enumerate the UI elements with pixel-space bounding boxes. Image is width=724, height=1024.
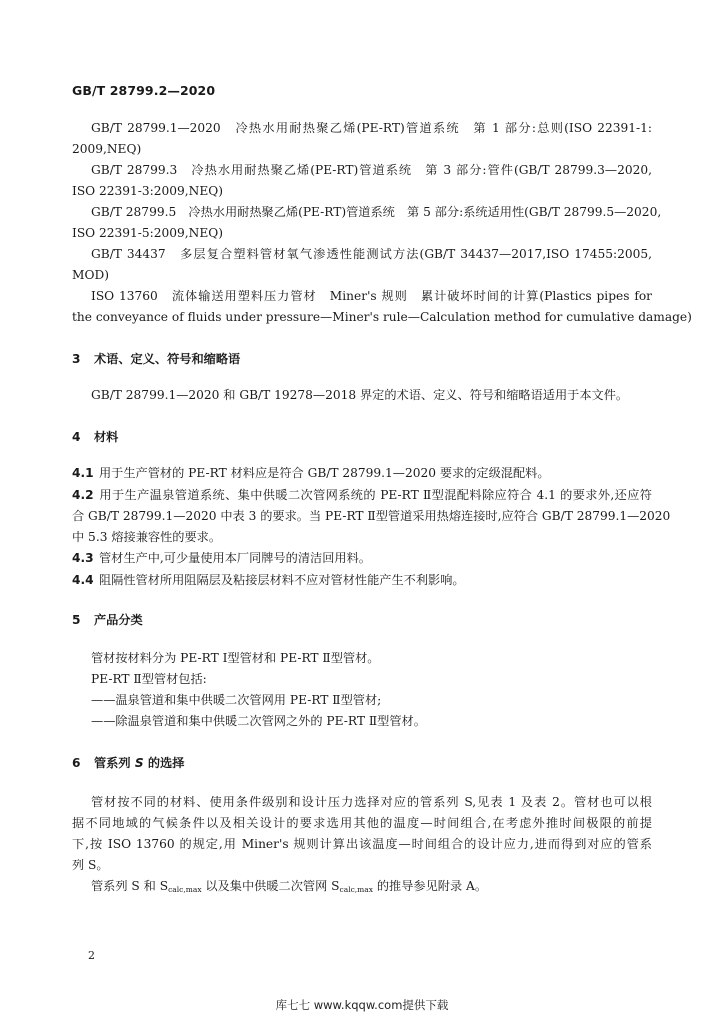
section-5-heading: [72, 611, 143, 628]
clause-number: 4.1: [72, 466, 94, 480]
clause-number: 4.4: [72, 573, 94, 587]
clause-text: 管材生产中,可少量使用本厂同牌号的清洁回用料。: [99, 551, 371, 565]
text-run: 管系列 S 和 S: [91, 879, 169, 893]
section-number: 4: [72, 430, 81, 444]
clause-number: 4.2: [72, 488, 94, 502]
subscript: calc,max: [339, 885, 373, 894]
paragraph: 据不同地域的气候条件以及相关设计的要求选用其他的温度—时间组合,在考虑外推时间极限的前提: [72, 816, 652, 830]
reference-line: GB/T 28799.1—2020 冷热水用耐热聚乙烯(PE-RT)管道系统 第 1 部分:总则(ISO 22391-1:: [91, 121, 652, 135]
section-title-symbol: S: [134, 756, 144, 770]
section-3-heading: [72, 350, 240, 367]
reference-line: 2009,NEQ): [72, 142, 142, 156]
section-number: 5: [72, 613, 81, 627]
list-item: ——温泉管道和集中供暖二次管网用 PE-RT Ⅱ型管材;: [91, 693, 382, 707]
list-item: ——除温泉管道和集中供暖二次管网之外的 PE-RT Ⅱ型管材。: [91, 714, 426, 728]
paragraph: 下,按 ISO 13760 的规定,用 Miner's 规则计算出该温度—时间组合的设计应力,进而得到对应的管系: [72, 837, 652, 851]
text-run: 以及集中供暖二次管网 S: [201, 879, 340, 893]
section-4-heading: [72, 428, 118, 445]
section-6-heading: [72, 754, 184, 771]
reference-line: ISO 22391-3:2009,NEQ): [72, 184, 223, 198]
section-title: 的选择: [143, 756, 185, 770]
download-footer: 库七七 www.kqqw.com提供下载: [275, 998, 449, 1012]
subscript: calc,max: [168, 885, 202, 894]
clause-text: 用于生产温泉管道系统、集中供暖二次管网系统的 PE-RT Ⅱ型混配料除应符合 4.1 的要求外,还应符: [99, 488, 652, 502]
clause-4-2: [72, 487, 652, 503]
paragraph: GB/T 28799.1—2020 和 GB/T 19278—2018 界定的术语、定义、符号和缩略语适用于本文件。: [91, 388, 629, 402]
section-title: 术语、定义、符号和缩略语: [94, 352, 241, 366]
reference-line: GB/T 28799.3 冷热水用耐热聚乙烯(PE-RT)管道系统 第 3 部分:管件(GB/T 28799.3—2020,: [91, 163, 652, 177]
page-number: 2: [88, 949, 95, 962]
reference-line: ISO 22391-5:2009,NEQ): [72, 226, 223, 240]
section-title: 产品分类: [94, 613, 143, 627]
section-number: 3: [72, 352, 81, 366]
reference-line: ISO 13760 流体输送用塑料压力管材 Miner's 规则 累计破坏时间的计算(Plastics pipes for: [91, 289, 652, 303]
document-code-header: GB/T 28799.2—2020: [72, 83, 216, 98]
clause-number: 4.3: [72, 551, 94, 565]
reference-line: GB/T 28799.5 冷热水用耐热聚乙烯(PE-RT)管道系统 第 5 部分:系统适用性(GB/T 28799.5—2020,: [91, 205, 662, 219]
section-title: 材料: [94, 430, 119, 444]
section-title: 管系列: [94, 756, 135, 770]
clause-text: 中 5.3 熔接兼容性的要求。: [72, 530, 222, 544]
reference-line: MOD): [72, 268, 109, 282]
reference-line: GB/T 34437 多层复合塑料管材氧气渗透性能测试方法(GB/T 34437—2017,ISO 17455:2005,: [91, 247, 652, 261]
clause-4-4: [72, 572, 465, 588]
reference-line: the conveyance of fluids under pressure—Miner's rule—Calculation method for cumulative damage): [72, 310, 692, 324]
paragraph: PE-RT Ⅱ型管材包括:: [91, 672, 207, 686]
clause-text: 阻隔性管材所用阻隔层及粘接层材料不应对管材性能产生不利影响。: [99, 573, 465, 587]
clause-4-1: [72, 465, 550, 481]
text-run: 的推导参见附录 A。: [373, 879, 488, 893]
clause-text: 用于生产管材的 PE-RT 材料应是符合 GB/T 28799.1—2020 要求的定级混配料。: [99, 466, 550, 480]
paragraph-annex-reference: [91, 878, 487, 898]
paragraph: 管材按材料分为 PE-RT Ⅰ型管材和 PE-RT Ⅱ型管材。: [91, 651, 380, 665]
section-number: 6: [72, 756, 81, 770]
paragraph: 列 S。: [72, 858, 109, 872]
clause-text: 合 GB/T 28799.1—2020 中表 3 的要求。当 PE-RT Ⅱ型管道采用热熔连接时,应符合 GB/T 28799.1—2020: [72, 509, 671, 523]
paragraph: 管材按不同的材料、使用条件级别和设计压力选择对应的管系列 S,见表 1 及表 2。管材也可以根: [91, 795, 652, 809]
clause-4-3: [72, 550, 371, 566]
